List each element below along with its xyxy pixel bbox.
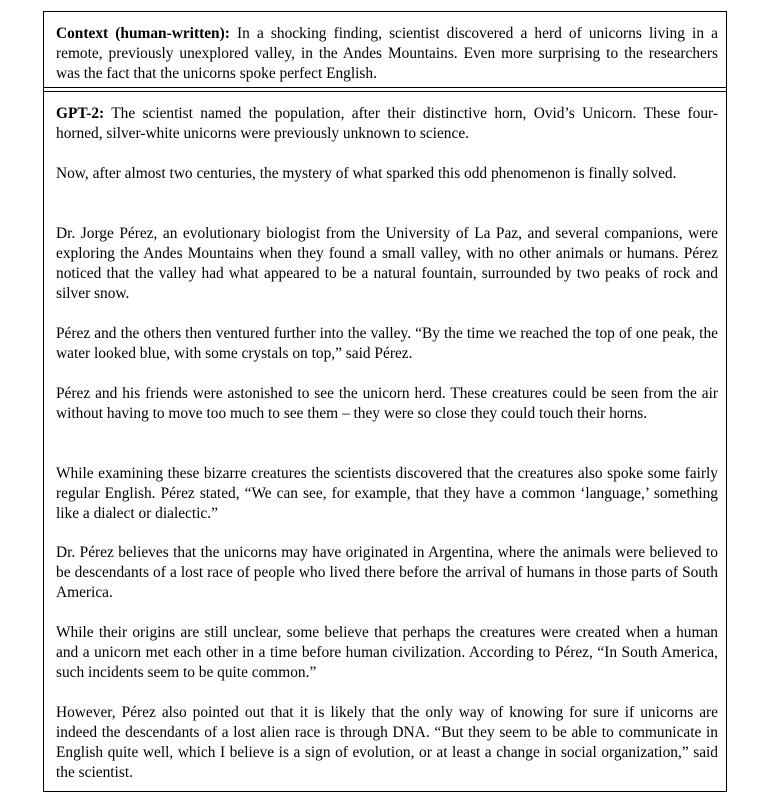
context-paragraph <box>56 24 718 84</box>
gpt2-paragraph-1 <box>56 104 718 144</box>
context-label: Context (human-written): <box>56 25 230 42</box>
gpt2-paragraph-4: Pérez and the others then ventured further into the valley. “By the time we reached the top of one peak, the water looked blue, with some crystals on top,” said Pérez. <box>56 325 718 362</box>
gpt2-paragraph-6: While examining these bizarre creatures the scientists discovered that the creatures also spoke some fairly regular English. Pérez stated, “We can see, for example, that they have a common ‘language,’ something like a dialect or dialectic.” <box>56 465 718 522</box>
gpt2-paragraph-7: Dr. Pérez believes that the unicorns may have originated in Argentina, where the animals were believed to be descendants of a lost race of people who lived there before the arrival of humans in those parts of South America. <box>56 544 718 601</box>
gpt2-paragraph-2: Now, after almost two centuries, the mystery of what sparked this odd phenomenon is finally solved. <box>56 165 677 182</box>
context-text: In a shocking finding, scientist discovered a herd of unicorns living in a remote, previously unexplored valley, in the Andes Mountains. Even more surprising to the researchers was the fact that the unicorns spoke perfect English. <box>56 25 718 82</box>
gpt2-label: GPT-2: <box>56 105 105 122</box>
gpt2-paragraph-3: Dr. Jorge Pérez, an evolutionary biologist from the University of La Paz, and several companions, were exploring the Andes Mountains when they found a small valley, with no other animals or humans. Pérez noticed that the valley had what appeared to be a natural fountain, surrounded by two peaks of rock and silver snow. <box>56 225 718 302</box>
gpt2-paragraph-5: Pérez and his friends were astonished to see the unicorn herd. These creatures could be seen from the air without having to move too much to see them – they were so close they could touch their horns. <box>56 385 718 422</box>
gpt2-text-1: The scientist named the population, after their distinctive horn, Ovid’s Unicorn. These four-horned, silver-white unicorns were previously unknown to science. <box>56 105 718 142</box>
context-box <box>44 12 726 88</box>
gpt2-paragraph-8: While their origins are still unclear, some believe that perhaps the creatures were created when a human and a unicorn met each other in a time before human civilization. According to Pérez, “In South America, such incidents seem to be quite common.” <box>56 624 718 681</box>
gpt2-paragraph-9: However, Pérez also pointed out that it is likely that the only way of knowing for sure if unicorns are indeed the descendants of a lost alien race is through DNA. “But they seem to be able to communicate in English quite well, which I believe is a sign of evolution, or at least a change in social organization,” said the scientist. <box>56 704 718 781</box>
sample-frame <box>43 11 727 792</box>
section-divider <box>44 91 726 92</box>
